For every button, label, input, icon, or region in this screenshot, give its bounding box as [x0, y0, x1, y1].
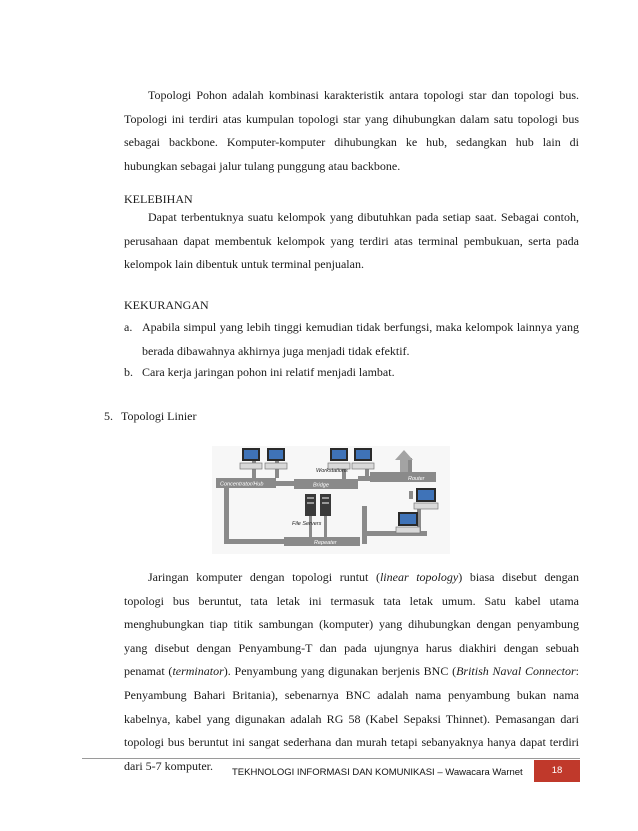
list-item-text: Apabila simpul yang lebih tinggi kemudian tidak berfungsi, maka kelompok lainnya yang berada dibawahnya akhirnya juga menjadi tidak efektif. [142, 320, 579, 358]
file-servers-label: File Servers [292, 521, 322, 527]
computer-icon [265, 448, 287, 469]
section-topologi-linier [104, 408, 196, 424]
footer-divider [82, 758, 580, 759]
computer-icon [328, 448, 350, 469]
linear-topology-diagram [212, 446, 450, 554]
kekurangan-heading: KEKURANGAN [124, 298, 209, 312]
kekurangan-item-a [124, 316, 579, 363]
tree-topology-paragraph: Topologi Pohon adalah kombinasi karakteristik antara topologi star dan topologi bus. Topologi ini terdiri atas kumpulan topologi star yang dihubungkan dalam satu topologi bus sebagai backbone. Komputer-komputer dihubungkan ke hub, sedangkan hub lain di hubungkan sebagai jalur tulang punggung atau backbone. [124, 88, 579, 173]
list-item-text: Cara kerja jaringan pohon ini relatif menjadi lambat. [142, 365, 395, 379]
computer-icon [352, 448, 374, 469]
computer-icon [396, 512, 420, 533]
workstations-label: Workstations [316, 468, 348, 474]
kekurangan-item-b [124, 361, 579, 385]
list-marker: b. [124, 365, 133, 379]
list-marker: a. [124, 320, 133, 334]
footer-title: TEKHNOLOGI INFORMASI DAN KOMUNIKASI – Wawacara Warnet [232, 767, 523, 778]
computer-icon [414, 488, 438, 509]
router-label: Router [408, 476, 425, 482]
bridge-label: Bridge [313, 482, 329, 489]
section-number: 5. [104, 409, 113, 423]
kelebihan-paragraph: Dapat terbentuknya suatu kelompok yang dibutuhkan pada setiap saat. Sebagai contoh, perusahaan dapat membentuk kelompok yang terdiri atas terminal pembukuan, serta pada kelompok lain dibentuk untuk terminal penjualan. [124, 210, 579, 272]
concentrator-label: Concentrator/Hub [220, 481, 264, 488]
page-number-badge: 18 [534, 760, 580, 782]
repeater-label: Repeater [314, 540, 337, 546]
linear-topology-paragraph: Jaringan komputer dengan topologi runtut (linear topology) biasa disebut dengan topologi bus beruntut, tata letak ini termasuk tata letak umum. Satu kabel utama menghubungkan tiap titik sambungan (komputer) yang dihubungkan dengan penyambung yang disebut dengan Penyambung-T dan pada ujungnya harus diakhiri dengan sebuah penamat (terminator). Penyambung yang digunakan berjenis BNC (British Naval Connector: Penyambung Bahari Britania), sebenarnya BNC adalah nama penyambung bukan nama kabelnya, kabel yang digunakan adalah RG 58 (Kabel Sepaksi Thinnet). Pemasangan dari topologi bus beruntut ini sangat sederhana dan murah tetapi sebanyaknya hanya dapat terdiri dari 5-7 komputer. [124, 570, 579, 773]
server-icon [320, 494, 331, 516]
section-title: Topologi Linier [121, 409, 197, 423]
computer-icon [240, 448, 262, 469]
server-icon [305, 494, 316, 516]
kelebihan-heading: KELEBIHAN [124, 192, 193, 206]
